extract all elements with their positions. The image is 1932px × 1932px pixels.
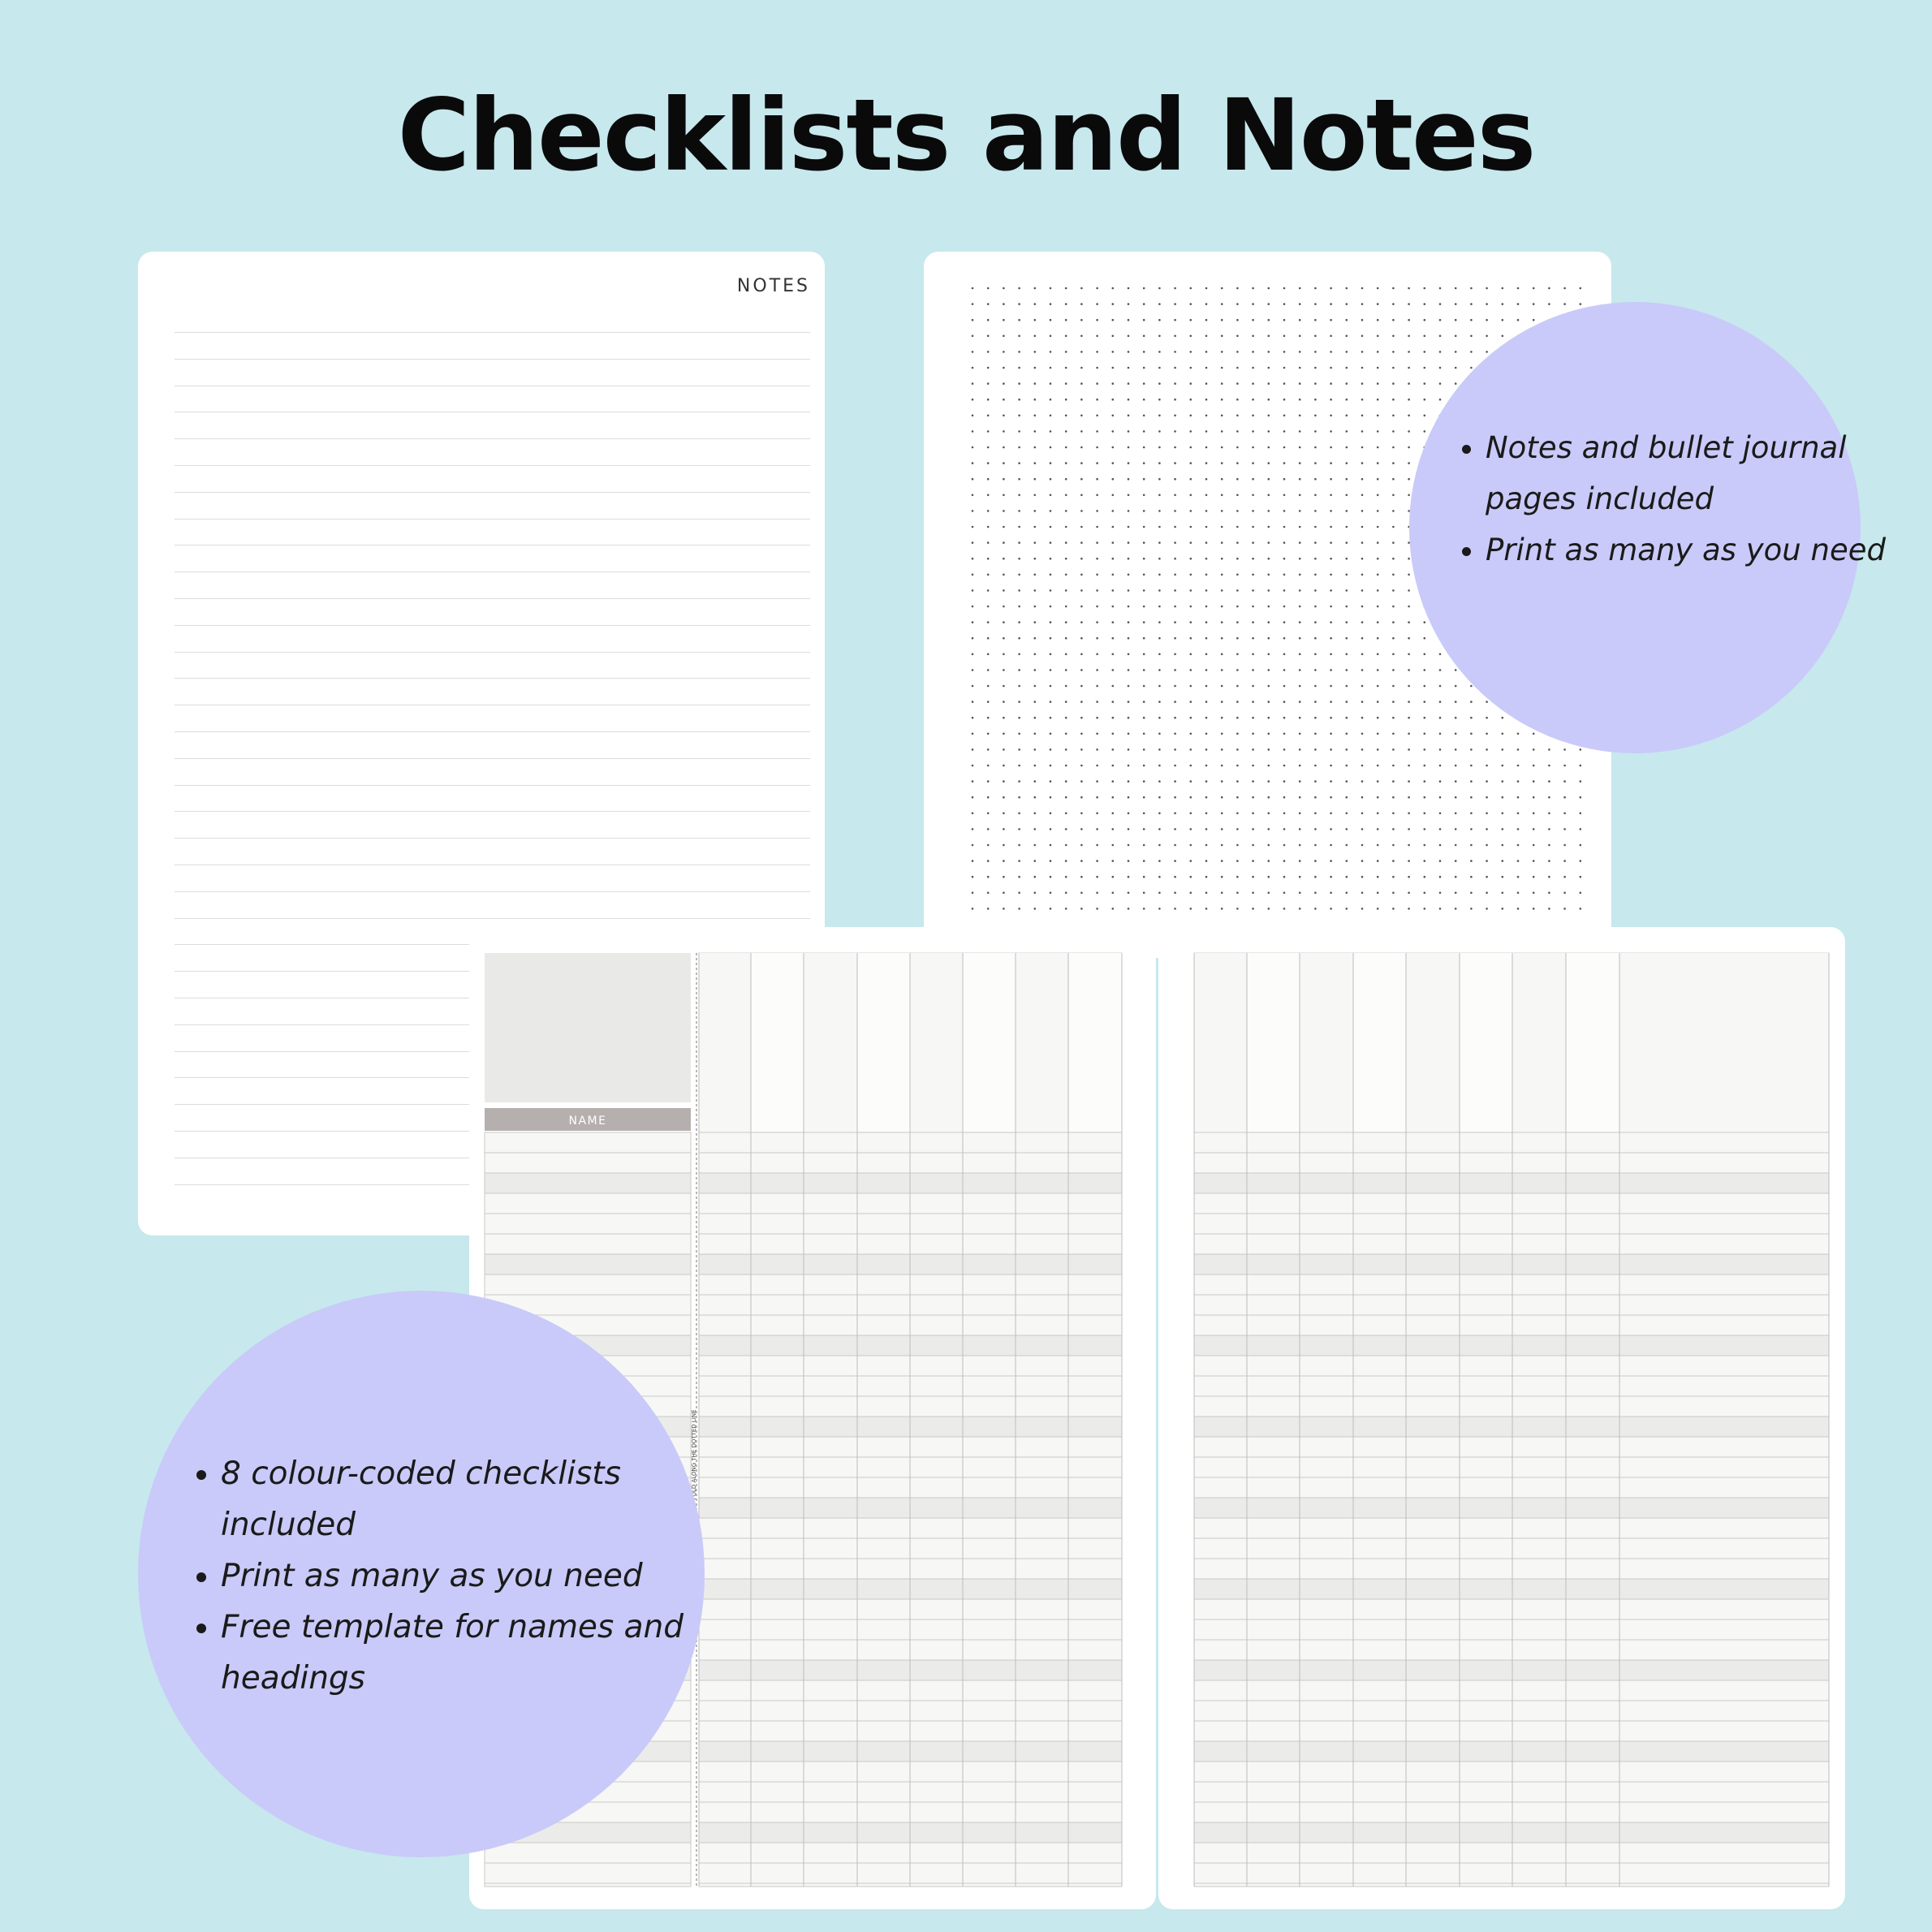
- list-item: • 8 colour-coded checklists included: [221, 1448, 740, 1550]
- list-item: • Print as many as you need: [221, 1550, 740, 1602]
- notes-line: [175, 492, 810, 493]
- table-row: [1194, 1619, 1829, 1640]
- column-header-cell: [1512, 953, 1566, 1132]
- list-item: • Print as many as you need: [1486, 524, 1891, 576]
- notes-line: [175, 785, 810, 786]
- table-row: [1194, 1762, 1829, 1782]
- list-item: • Notes and bullet journal pages included: [1486, 422, 1891, 524]
- name-row: [485, 1274, 691, 1295]
- name-row: [485, 1883, 691, 1887]
- column-header-cell: [751, 953, 804, 1132]
- column-header-cell: [1406, 953, 1460, 1132]
- notes-line: [175, 731, 810, 732]
- table-row: [1194, 1782, 1829, 1802]
- checklist-feature-list: [187, 1448, 740, 1704]
- notes-line: [175, 438, 810, 439]
- table-row: [1194, 1173, 1829, 1193]
- table-row: [1194, 1640, 1829, 1660]
- column-header-cell: [804, 953, 857, 1132]
- notes-line: [175, 758, 810, 759]
- name-row: [485, 1234, 691, 1254]
- table-row: [1194, 1274, 1829, 1295]
- table-row: [1194, 1132, 1829, 1153]
- table-row: [1194, 1721, 1829, 1741]
- checklist-grid-plain: [1158, 927, 1845, 1909]
- notes-line: [175, 571, 810, 572]
- table-row: [1194, 1254, 1829, 1274]
- table-row: [1194, 1538, 1829, 1559]
- notes-line: [175, 625, 810, 626]
- table-row: [1194, 1153, 1829, 1173]
- table-row: [1194, 1234, 1829, 1254]
- table-row: [1194, 1518, 1829, 1538]
- notes-line: [175, 519, 810, 520]
- column-header-cell: [963, 953, 1016, 1132]
- table-row: [1194, 1863, 1829, 1883]
- table-row: [1194, 1396, 1829, 1417]
- name-row: [485, 1173, 691, 1193]
- table-row: [1194, 1477, 1829, 1498]
- column-header-cell: [1247, 953, 1300, 1132]
- column-header-cell: [1016, 953, 1068, 1132]
- table-row: [1194, 1883, 1829, 1887]
- name-row: [485, 1153, 691, 1173]
- fold-instruction: FOLD ALONG THE DOTTED LINE: [691, 1409, 697, 1500]
- list-item: • Free template for names and headings: [221, 1602, 740, 1704]
- table-row: [1194, 1701, 1829, 1721]
- table-row: [1194, 1457, 1829, 1477]
- table-row: [1194, 1843, 1829, 1863]
- column-header-cell: [910, 953, 963, 1132]
- column-header-cell: [1566, 953, 1619, 1132]
- notes-line: [175, 465, 810, 466]
- notes-line: [175, 652, 810, 653]
- table-row: [1194, 1214, 1829, 1234]
- table-row: [1194, 1660, 1829, 1680]
- notes-line: [175, 598, 810, 599]
- column-header-cell: [1194, 953, 1247, 1132]
- notes-line: [175, 891, 810, 892]
- name-row: [485, 1254, 691, 1274]
- table-row: [1194, 1376, 1829, 1396]
- column-header-cell: [1068, 953, 1122, 1132]
- table-row: [1194, 1741, 1829, 1762]
- table-row: [1194, 1437, 1829, 1457]
- table-row: [1194, 1193, 1829, 1214]
- table-row: [1194, 1315, 1829, 1335]
- column-header-cell: [1460, 953, 1512, 1132]
- table-row: [1194, 1559, 1829, 1579]
- table-row: [1194, 1680, 1829, 1701]
- table-row: [1194, 1356, 1829, 1376]
- feature-bubble-checklists: [138, 1291, 705, 1857]
- name-row: [485, 1843, 691, 1863]
- notes-line: [175, 838, 810, 839]
- table-row: [1194, 1579, 1829, 1599]
- table-row: [1194, 1417, 1829, 1437]
- heading-box: [485, 953, 691, 1102]
- notes-line: [175, 332, 810, 333]
- table-row: [1194, 1822, 1829, 1843]
- notes-line: [175, 811, 810, 812]
- notes-line: [175, 678, 810, 679]
- table-row: [1194, 1295, 1829, 1315]
- name-row: [485, 1193, 691, 1214]
- notes-heading: NOTES: [736, 276, 810, 296]
- name-row: [485, 1132, 691, 1153]
- name-row: [485, 1863, 691, 1883]
- table-row: [1194, 1599, 1829, 1619]
- name-header-label: NAME: [568, 1115, 607, 1128]
- table-row: [1194, 1335, 1829, 1356]
- column-header-cell: [699, 953, 751, 1132]
- table-row: [1194, 1498, 1829, 1518]
- notes-line: [175, 545, 810, 546]
- feature-bubble-notes: [1409, 302, 1886, 753]
- checklist-page-plain: [1158, 927, 1845, 1909]
- notes-feature-list: [1451, 422, 1891, 576]
- column-header-cell: [1353, 953, 1406, 1132]
- name-row: [485, 1214, 691, 1234]
- column-header-cell: [857, 953, 910, 1132]
- table-row: [1194, 1802, 1829, 1822]
- notes-line: [175, 359, 810, 360]
- column-header-cell: [1619, 953, 1829, 1132]
- notes-line: [175, 918, 810, 919]
- column-header-cell: [1300, 953, 1353, 1132]
- page-title: Checklists and Notes: [397, 78, 1535, 193]
